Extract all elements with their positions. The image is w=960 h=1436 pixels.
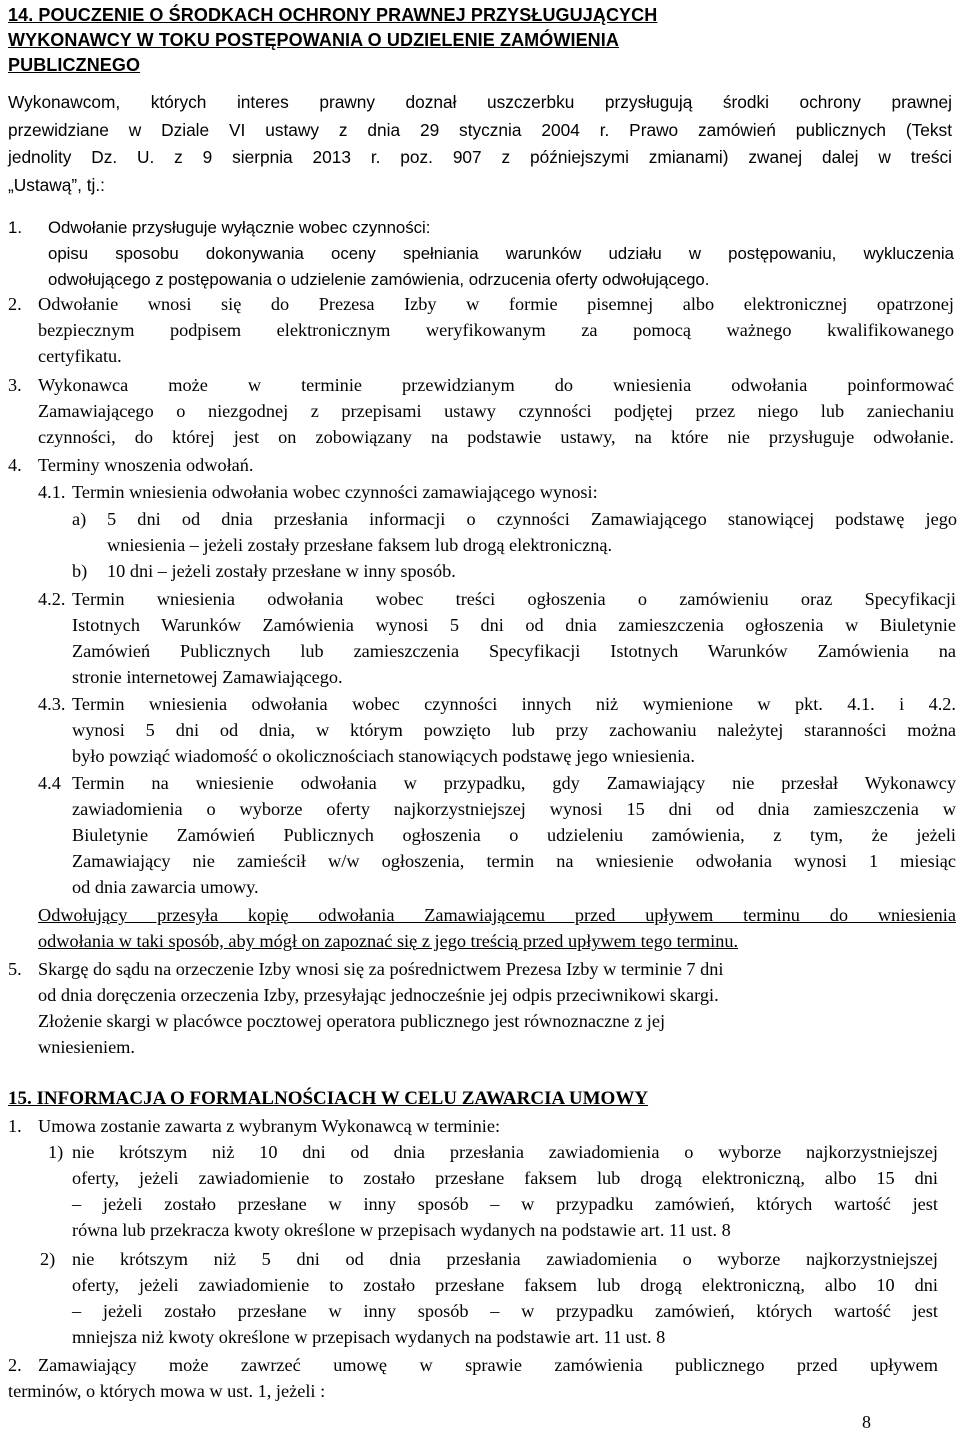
list-number: 1.	[8, 218, 22, 237]
text-line: równa lub przekracza kwoty określone w przepisach wydanych na podstawie art. 11 ust. 8	[72, 1220, 731, 1240]
text-line: od dnia doręczenia orzeczenia Izby, przesyłając jednocześnie jej odpis przeciwnikowi skargi.	[38, 985, 719, 1005]
text-span: Zamawiający może zawrzeć umowę w sprawie zamówienia publicznego przed upływem	[38, 1355, 938, 1375]
list-number: 5.	[8, 959, 22, 979]
point-5-text	[38, 956, 938, 1060]
list-number: 1.	[8, 1116, 22, 1136]
text-line: certyfikatu.	[38, 346, 122, 366]
text-line: – jeżeli zostało przesłane w inny sposób – w przypadku zamówień, których wartość jest	[72, 1194, 938, 1214]
text-line: Termin wniesienia odwołania wobec czynności innych niż wymienione w pkt. 4.1. i 4.2.	[72, 694, 956, 714]
text-line: Termin wniesienia odwołania wobec treści ogłoszenia o zamówieniu oraz Specyfikacji	[72, 589, 956, 609]
intro-line: Wykonawcom, których interes prawny doznał uszczerbku przysługują środki ochrony prawnej	[8, 92, 952, 112]
text-line: nie krótszym niż 10 dni od dnia przesłania zawiadomienia o wyborze najkorzystniejszej	[72, 1142, 938, 1162]
text-line: odwołującego z postępowania o udzielenie zamówienia, odrzucenia oferty odwołującego.	[48, 270, 710, 289]
point-4-text	[38, 452, 938, 478]
section-15-point-2-text	[8, 1352, 938, 1404]
text-line: 5 dni od dnia przesłania informacji o czynności Zamawiającego stanowiącej podstawę jego	[107, 509, 957, 529]
appeal-copy-note	[38, 902, 956, 954]
point-4-3-text	[72, 691, 956, 769]
text-line: nie krótszym niż 5 dni od dnia przesłania zawiadomienia o wyborze najkorzystniejszej	[72, 1249, 938, 1269]
text-line	[8, 1352, 938, 1378]
text-line: oferty, jeżeli zawiadomienie to zostało przesłane faksem lub drogą elektroniczną, albo 15 dni	[72, 1168, 938, 1188]
list-number: 4.2.	[38, 589, 66, 609]
text-line: wniesienia – jeżeli zostały przesłane faksem lub drogą elektroniczną.	[107, 535, 613, 555]
heading-line: 14. POUCZENIE O ŚRODKACH OCHRONY PRAWNEJ PRZYSŁUGUJĄCYCH	[8, 5, 658, 25]
section-14-heading	[8, 3, 908, 78]
list-letter: a)	[72, 509, 87, 529]
list-letter: b)	[72, 561, 88, 581]
text-line: wniesieniem.	[38, 1037, 135, 1057]
text-line: opisu sposobu dokonywania oceny spełniania warunków udziału w postępowaniu, wykluczenia	[48, 244, 954, 263]
section-15-point-1-1-text	[72, 1139, 938, 1243]
intro-line: jednolity Dz. U. z 9 sierpnia 2013 r. poz. 907 z późniejszymi zmianami) zwanej dalej w treści	[8, 147, 952, 167]
section-15-point-1-2-text	[72, 1246, 938, 1350]
text-line: Odwołanie przysługuje wyłącznie wobec czynności:	[48, 218, 431, 237]
text-line: wynosi 5 dni od dnia, w którym powzięto lub przy zachowaniu należytej staranności można	[72, 720, 956, 740]
list-number: 4.4	[38, 773, 61, 793]
list-number: 2.	[8, 294, 22, 314]
text-line: terminów, o których mowa w ust. 1, jeżeli :	[8, 1381, 326, 1401]
text-line: bezpiecznym podpisem elektronicznym weryfikowanym za pomocą ważnego kwalifikowanego	[38, 320, 954, 340]
text-line: Zamawiający nie zamieścił w/w ogłoszenia, termin na wniesienie odwołania wynosi 1 miesiąc	[72, 851, 956, 871]
point-4-1-b-text	[107, 558, 957, 584]
list-number: 4.	[8, 455, 22, 475]
text-line: – jeżeli zostało przesłane w inny sposób – w przypadku zamówień, których wartość jest	[72, 1301, 938, 1321]
heading-line: WYKONAWCY W TOKU POSTĘPOWANIA O UDZIELENIE ZAMÓWIENIA	[8, 30, 619, 50]
intro-line: „Ustawą”, tj.:	[8, 174, 105, 195]
list-number: 1)	[48, 1142, 64, 1162]
text-line: Istotnych Warunków Zamówienia wynosi 5 dni od dnia zamieszczenia ogłoszenia w Biuletynie	[72, 615, 956, 635]
text-line: odwołania w taki sposób, aby mógł on zapoznać się z jego treścią przed upływem tego terminu.	[38, 931, 739, 951]
text-line: było powziąć wiadomość o okolicznościach stanowiących podstawę jego wniesienia.	[72, 746, 695, 766]
point-4-1-text	[72, 479, 956, 505]
text-line: oferty, jeżeli zawiadomienie to zostało przesłane faksem lub drogą elektroniczną, albo 10 dni	[72, 1275, 938, 1295]
point-2-text	[38, 291, 954, 369]
page-number: 8	[862, 1412, 871, 1432]
text-line: 10 dni – jeżeli zostały przesłane w inny sposób.	[107, 561, 456, 581]
text-line: Zamawiającego o niezgodnej z przepisami ustawy czynności podjętej przez niego lub zaniechaniu	[38, 401, 954, 421]
text-line: stronie internetowej Zamawiającego.	[72, 667, 343, 687]
section-15-heading: 15. INFORMACJA O FORMALNOŚCIACH W CELU ZAWARCIA UMOWY	[8, 1088, 649, 1109]
list-number: 2.	[8, 1355, 22, 1375]
list-number: 4.3.	[38, 694, 66, 714]
text-line: Złożenie skargi w placówce pocztowej operatora publicznego jest równoznaczne z jej	[38, 1011, 666, 1031]
point-1-text	[48, 215, 954, 293]
list-number: 3.	[8, 375, 22, 395]
text-line: czynności, do której jest on zobowiązany na podstawie ustawy, na które nie przysługuje odwołanie.	[38, 427, 954, 447]
list-number: 2)	[40, 1249, 56, 1269]
text-line: Biuletynie Zamówień Publicznych ogłoszenia o udzieleniu zamówienia, z tym, że jeżeli	[72, 825, 956, 845]
text-line: Skargę do sądu na orzeczenie Izby wnosi się za pośrednictwem Prezesa Izby w terminie 7 dni	[38, 959, 724, 979]
text-line: Zamówień Publicznych lub zamieszczenia Specyfikacji Istotnych Warunków Zamówienia na	[72, 641, 956, 661]
text-line: Odwołujący przesyła kopię odwołania Zamawiającemu przed upływem terminu do wniesienia	[38, 905, 956, 925]
text-line: od dnia zawarcia umowy.	[72, 877, 259, 897]
point-4-1-a-text	[107, 506, 957, 558]
intro-line: przewidziane w Dziale VI ustawy z dnia 29 stycznia 2004 r. Prawo zamówień publicznych (Tekst	[8, 119, 952, 140]
text-line: Odwołanie wnosi się do Prezesa Izby w formie pisemnej albo elektronicznej opatrzonej	[38, 294, 954, 314]
list-number: 4.1.	[38, 482, 66, 502]
text-line: Termin na wniesienie odwołania w przypadku, gdy Zamawiający nie przesłał Wykonawcy	[72, 773, 956, 793]
text-line: Terminy wnoszenia odwołań.	[38, 455, 254, 475]
point-4-2-text	[72, 586, 956, 690]
heading-line: PUBLICZNEGO	[8, 55, 141, 75]
point-3-text	[38, 372, 954, 450]
section-15-point-1-text	[38, 1113, 938, 1139]
text-line: Umowa zostanie zawarta z wybranym Wykonawcą w terminie:	[38, 1116, 501, 1136]
text-line: Termin wniesienia odwołania wobec czynności zamawiającego wynosi:	[72, 482, 598, 502]
text-line: mniejsza niż kwoty określone w przepisach wydanych na podstawie art. 11 ust. 8	[72, 1327, 666, 1347]
point-4-4-text	[72, 770, 956, 900]
intro-paragraph	[8, 89, 952, 199]
text-line: zawiadomienia o wyborze oferty najkorzystniejszej wynosi 15 dni od dnia zamieszczenia w	[72, 799, 956, 819]
text-line: Wykonawca może w terminie przewidzianym do wniesienia odwołania poinformować	[38, 375, 954, 395]
